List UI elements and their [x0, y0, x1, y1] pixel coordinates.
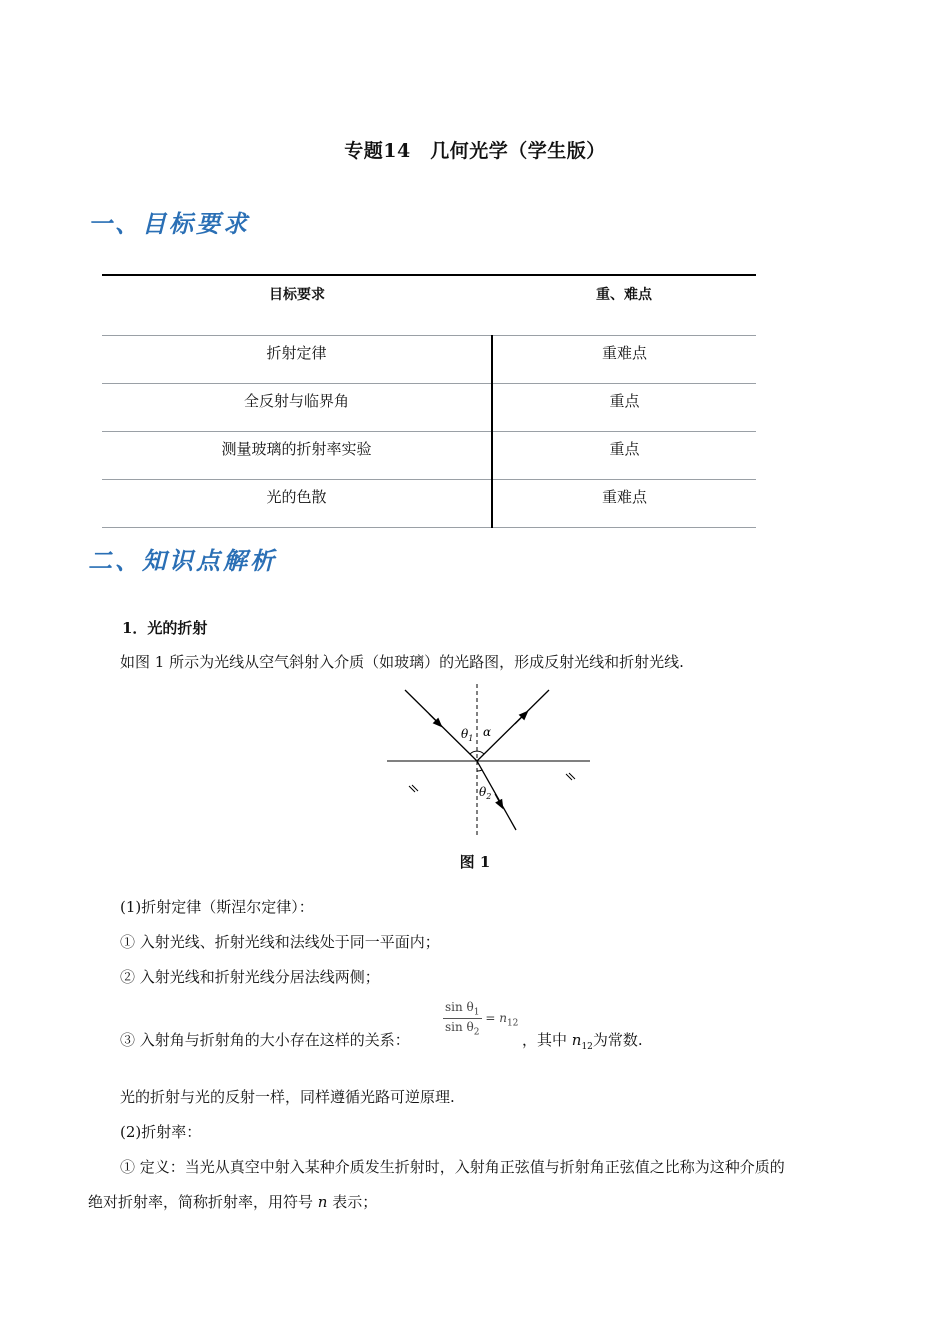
medium-hatch-right-icon — [566, 773, 575, 780]
table-header-row — [102, 275, 756, 336]
goals-table — [102, 274, 756, 528]
index-title: (2)折射率： — [120, 1123, 202, 1141]
section-heading-goals: 一、目标要求 — [88, 210, 250, 238]
table-cell-level: 重点 — [492, 432, 756, 480]
law-title: (1)折射定律（斯涅尔定律）： — [120, 898, 314, 916]
table-row — [102, 336, 756, 384]
subheading-refraction: 1．光的折射 — [122, 619, 208, 637]
table-header-cell: 重、难点 — [492, 275, 756, 336]
theta1-label: $\theta_1$ — [461, 727, 474, 743]
definition-line-2: 绝对折射率，简称折射率，用符号 n 表示； — [88, 1193, 378, 1211]
refracted-arrow-icon — [495, 794, 501, 805]
angle-arc-refracted — [477, 770, 482, 771]
formula-denominator: $\sin \theta_2$ — [445, 1020, 480, 1038]
table-cell-level: 重难点 — [492, 336, 756, 384]
figure-caption: 图 1 — [459, 853, 491, 871]
page-title: 专题14 几何光学（学生版） — [344, 140, 606, 162]
table-row — [102, 384, 756, 432]
medium-hatch-left-icon — [409, 785, 418, 792]
table-row — [102, 432, 756, 480]
refraction-diagram — [385, 682, 595, 842]
incident-arrow-icon — [429, 714, 439, 724]
law-item-3 — [120, 1029, 410, 1051]
table-cell-level: 重难点 — [492, 480, 756, 528]
table-cell-topic: 测量玻璃的折射率实验 — [102, 432, 492, 480]
intro-paragraph: 如图 1 所示为光线从空气斜射入介质（如玻璃）的光路图，形成反射光线和折射光线. — [120, 653, 684, 671]
theta2-label: $\theta_2$ — [479, 785, 492, 801]
table-cell-topic: 全反射与临界角 — [102, 384, 492, 432]
table-row — [102, 480, 756, 528]
law-item-3-tail: ，其中 $n_{12}$为常数. — [522, 1031, 643, 1052]
table-cell-level: 重点 — [492, 384, 756, 432]
reversibility-paragraph: 光的折射与光的反射一样，同样遵循光路可逆原理. — [120, 1088, 455, 1106]
alpha-label: α — [483, 725, 492, 739]
formula-rhs: = $n_{12}$ — [485, 1011, 519, 1029]
table-cell-topic: 光的色散 — [102, 480, 492, 528]
table-header-cell: 目标要求 — [102, 275, 492, 336]
formula-numerator: $\sin \theta_1$ — [445, 1000, 480, 1018]
reflected-arrow-icon — [515, 714, 525, 724]
definition-line-1: ① 定义：当光从真空中射入某种介质发生折射时，入射角正弦值与折射角正弦值之比称为这种介质的 — [120, 1158, 785, 1176]
law-item-3-text: ③ 入射角与折射角的大小存在这样的关系： — [120, 1031, 410, 1049]
angle-arc-incident — [470, 751, 484, 754]
snell-formula — [443, 1000, 518, 1038]
incident-ray — [405, 690, 477, 761]
table-cell-topic: 折射定律 — [102, 336, 492, 384]
law-item-1: ① 入射光线、折射光线和法线处于同一平面内； — [120, 933, 440, 951]
section-heading-knowledge: 二、知识点解析 — [88, 547, 277, 575]
formula-fraction — [443, 1000, 482, 1038]
law-item-2: ② 入射光线和折射光线分居法线两侧； — [120, 968, 380, 986]
